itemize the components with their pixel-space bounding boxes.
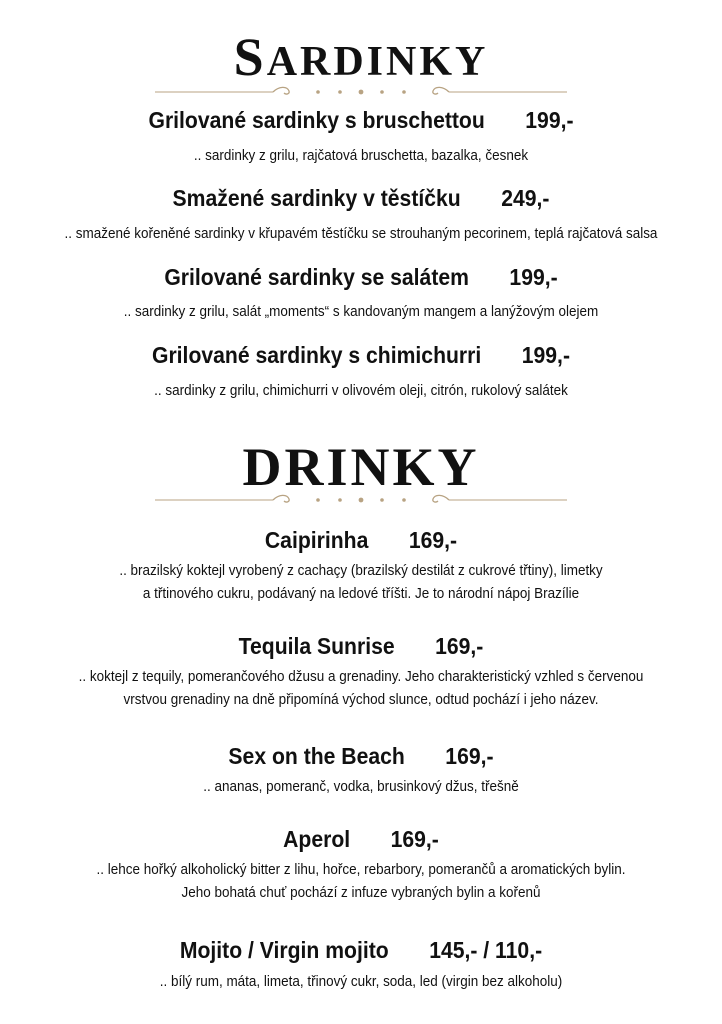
- menu-item-heading: [29, 528, 693, 553]
- item-name: Mojito / Virgin mojito: [179, 937, 389, 963]
- item-desc-line: .. sardinky z grilu, salát „moments“ s kandovaným mangem a lanýžovým olejem: [123, 304, 599, 320]
- ornamental-divider-icon: [155, 84, 567, 100]
- item-name: Tequila Sunrise: [238, 633, 395, 659]
- item-price: 199,-: [509, 264, 558, 290]
- menu-item-description: [25, 145, 696, 168]
- title-text: DRINKY: [242, 437, 480, 497]
- menu-item-description: [25, 560, 696, 606]
- title-initial: S: [233, 27, 267, 87]
- menu-item-description: [25, 776, 696, 799]
- item-price: 169,-: [445, 743, 494, 769]
- item-desc-line: .. brazilský koktejl vyrobený z cachaçy (brazilský destilát z cukrové třtiny), limetky: [119, 563, 603, 579]
- section-title-drinky: [0, 437, 722, 497]
- item-price: 199,-: [525, 107, 574, 133]
- menu-item-description: [25, 859, 696, 905]
- item-desc-line: vrstvou grenadiny na dně připomíná východ slunce, odtud pochází i jeho název.: [123, 692, 599, 708]
- item-price: 169,-: [390, 826, 439, 852]
- item-name: Smažené sardinky v těstíčku: [172, 185, 461, 211]
- item-desc-line: .. koktejl z tequily, pomerančového džusu a grenadiny. Jeho charakteristický vzhled s červenou: [78, 669, 644, 685]
- menu-item-heading: [29, 108, 693, 133]
- item-name: Aperol: [283, 826, 351, 852]
- item-price: 169,-: [408, 527, 458, 553]
- item-price: 199,-: [521, 342, 570, 368]
- menu-item-heading: [29, 634, 693, 659]
- item-name: Grilované sardinky s bruschettou: [148, 107, 485, 133]
- menu-item-heading: [29, 827, 693, 852]
- ornamental-divider-icon: [155, 492, 567, 508]
- item-name: Grilované sardinky s chimichurri: [151, 342, 482, 368]
- item-desc-line: .. bílý rum, máta, limeta, třinový cukr, soda, led (virgin bez alkoholu): [159, 974, 563, 990]
- item-desc-line: a třtinového cukru, podávaný na ledové tříšti. Je to národní nápoj Brazílie: [142, 586, 580, 602]
- menu-item-description: [25, 971, 696, 994]
- item-desc-line: .. smažené kořeněné sardinky v křupavém těstíčku se strouhaným pecorinem, teplá rajčatová salsa: [64, 226, 658, 242]
- menu-item-description: [25, 223, 696, 246]
- menu-item-description: [25, 301, 696, 324]
- item-name: Grilované sardinky se salátem: [164, 264, 469, 290]
- menu-item-heading: [29, 744, 693, 769]
- item-desc-line: .. lehce hořký alkoholický bitter z lihu, hořce, rebarbory, pomerančů a aromatických bylin.: [96, 862, 626, 878]
- item-desc-line: .. sardinky z grilu, rajčatová bruschetta, bazalka, česnek: [193, 148, 529, 164]
- item-desc-line: .. sardinky z grilu, chimichurri v olivovém oleji, citrón, rukolový salátek: [154, 383, 568, 399]
- section-title-sardinky: [0, 27, 722, 87]
- menu-item-description: [25, 380, 696, 403]
- title-rest: ARDINKY: [266, 39, 489, 85]
- menu-item-heading: [29, 343, 693, 368]
- menu-item-description: [25, 666, 696, 712]
- item-name: Sex on the Beach: [228, 743, 405, 769]
- item-price: 169,-: [435, 633, 484, 659]
- menu-item-heading: [29, 938, 693, 963]
- menu-item-heading: [29, 265, 693, 290]
- item-price: 249,-: [501, 185, 550, 211]
- item-name: Caipirinha: [264, 527, 369, 553]
- item-price: 145,- / 110,-: [429, 937, 543, 963]
- item-desc-line: Jeho bohatá chuť pochází z infuze vybraných bylin a kořenů: [181, 885, 541, 901]
- item-desc-line: .. ananas, pomeranč, vodka, brusinkový džus, třešně: [203, 779, 519, 795]
- menu-item-heading: [29, 186, 693, 211]
